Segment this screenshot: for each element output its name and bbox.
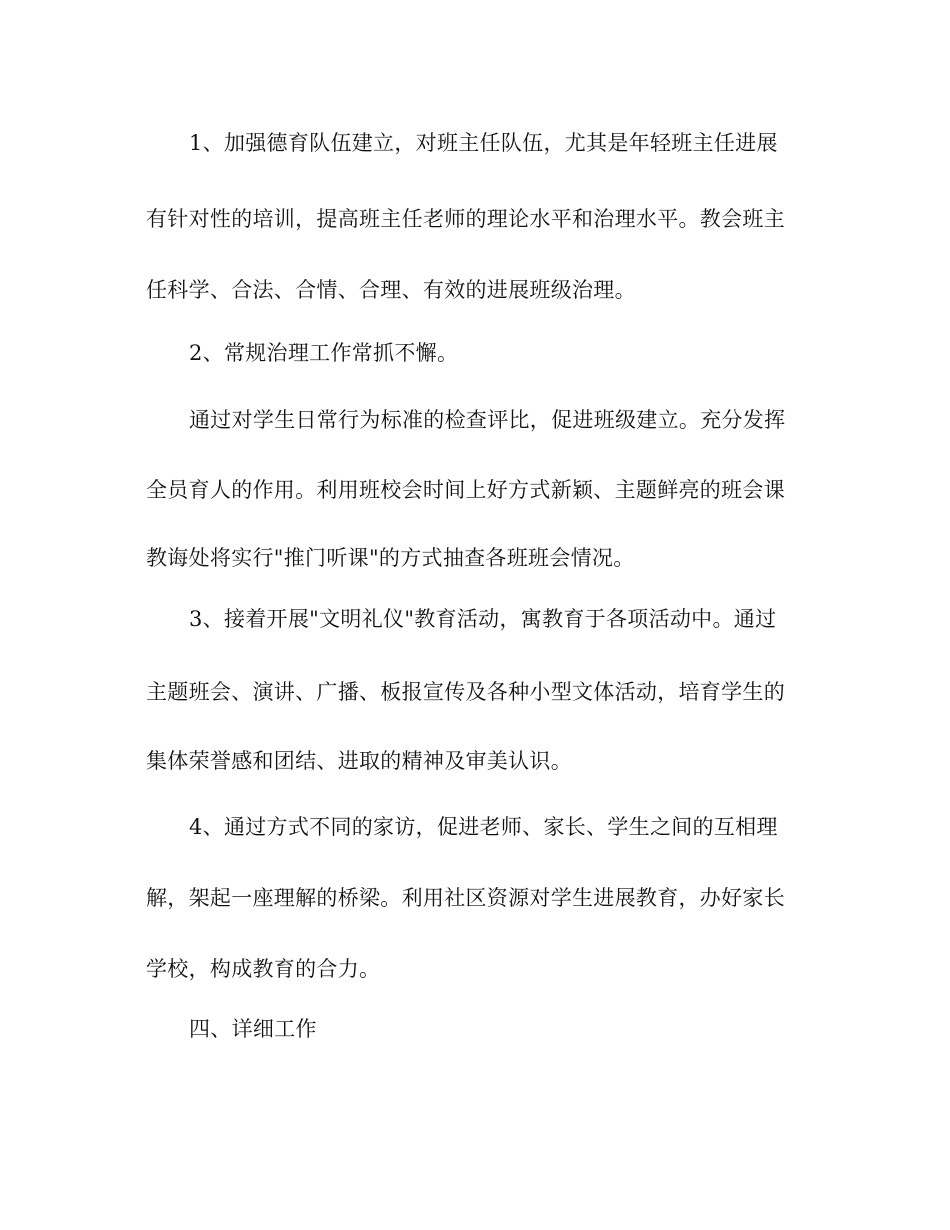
section-heading-four: 四、详细工作 — [189, 1017, 317, 1041]
paragraph-4-line-1: 3、接着开展"文明礼仪"教育活动，寓教育于各项活动中。通过 — [189, 607, 777, 631]
paragraph-4-line-3: 集体荣誉感和团结、进取的精神及审美认识。 — [146, 749, 572, 773]
paragraph-4-line-2: 主题班会、演讲、广播、板报宣传及各种小型文体活动，培育学生的 — [146, 680, 785, 704]
paragraph-5-line-2: 解，架起一座理解的桥梁。利用社区资源对学生进展教育，办好家长 — [146, 886, 785, 910]
paragraph-1-line-3: 任科学、合法、合情、合理、有效的进展班级治理。 — [146, 278, 636, 302]
paragraph-3-line-2: 全员育人的作用。利用班校会时间上好方式新颖、主题鲜亮的班会课 — [146, 478, 785, 502]
paragraph-3-line-1: 通过对学生日常行为标准的检查评比，促进班级建立。充分发挥 — [189, 408, 786, 432]
paragraph-5-line-1: 4、通过方式不同的家访，促进老师、家长、学生之间的互相理 — [189, 815, 778, 839]
paragraph-2-heading: 2、常规治理工作常抓不懈。 — [189, 341, 459, 365]
paragraph-1-line-2: 有针对性的培训，提高班主任老师的理论水平和治理水平。教会班主 — [146, 207, 785, 231]
paragraph-1-line-1: 1、加强德育队伍建立，对班主任队伍，尤其是年轻班主任进展 — [189, 131, 778, 155]
paragraph-3-line-3: 教诲处将实行"推门听课"的方式抽查各班班会情况。 — [146, 546, 635, 570]
paragraph-5-line-3: 学校，构成教育的合力。 — [146, 957, 381, 981]
